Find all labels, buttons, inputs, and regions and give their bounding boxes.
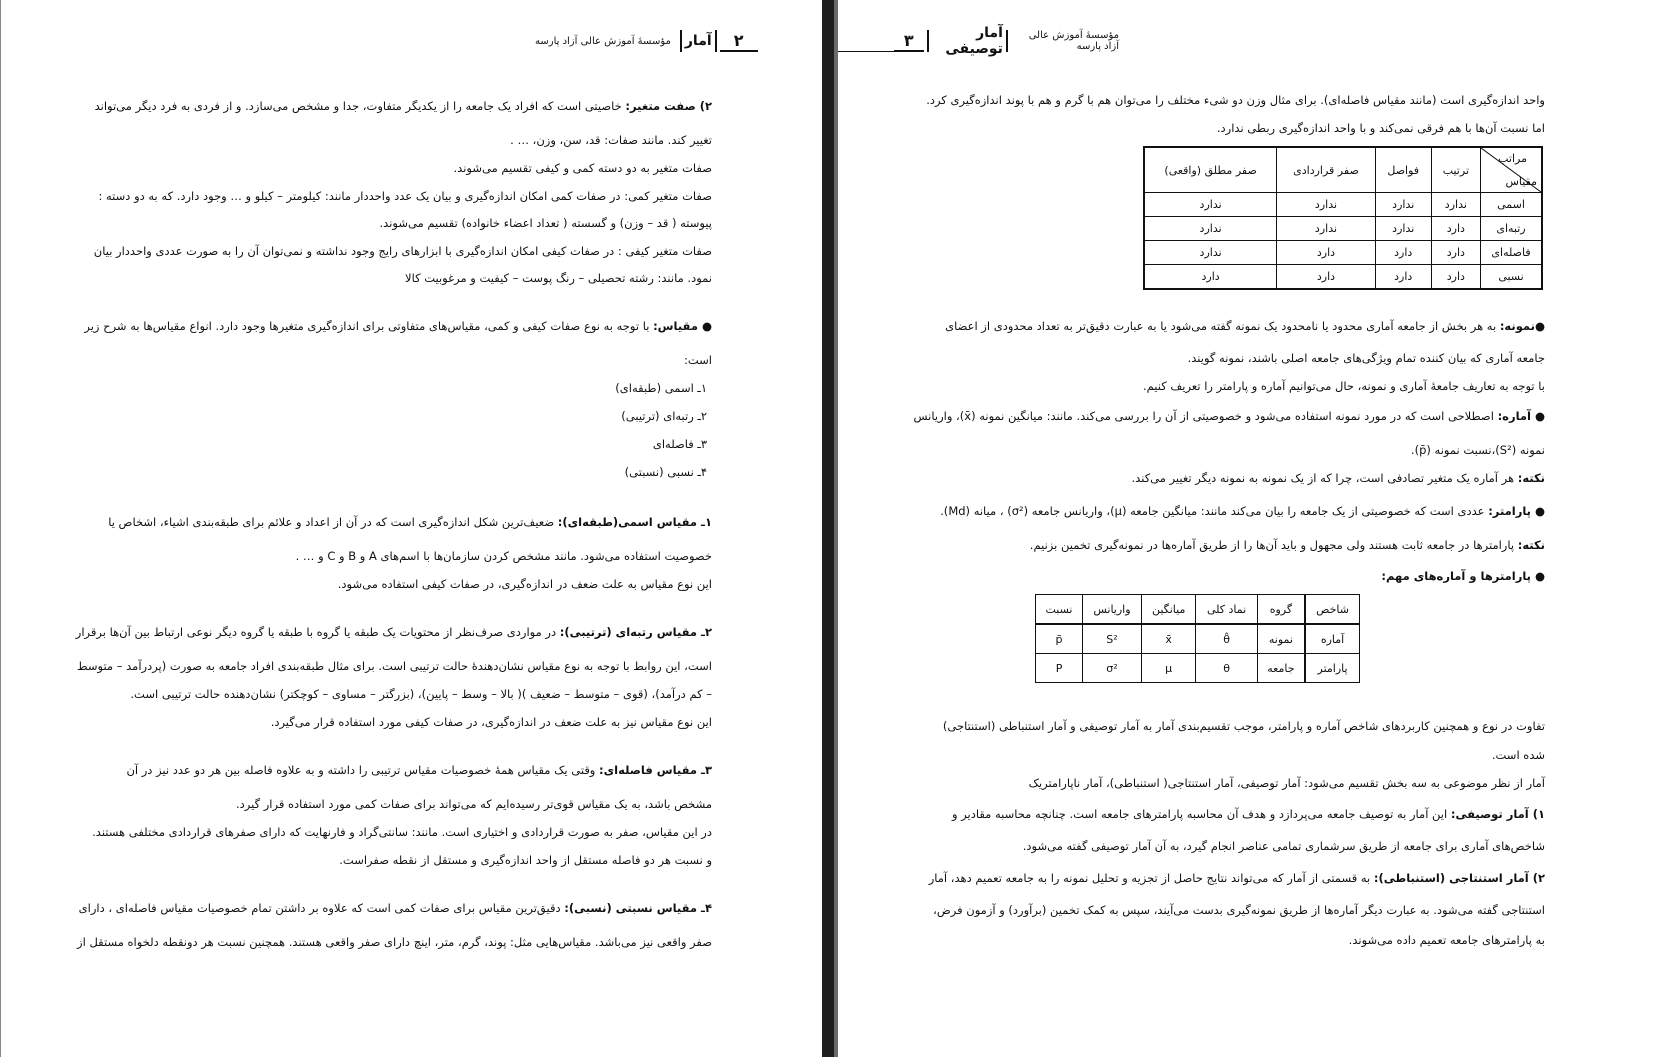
- paragraph-line: صفر واقعی نیز می‌باشد. مقیاس‌هایی مثل: پوند، گرم، متر، اینچ دارای صفر واقعی هستند. همچنین نسبت هر دونقطه دلخواه مستقل از: [77, 935, 712, 949]
- header-divider: [715, 30, 717, 52]
- paragraph-line: صفات متغیر کیفی : در صفات کیفی امکان اندازه‌گیری با ابزارهای رایج وجود نداشته و نمی‌توان آن را به صورت عددی واحددار بیان: [93, 244, 712, 258]
- section-heading: ۳ـ مقیاس فاصله‌ای:: [599, 763, 712, 777]
- scale-list-item: ۲ـ رتبه‌ای (ترتیبی): [621, 409, 707, 423]
- table-row: [1144, 265, 1542, 290]
- scale-list-item: ۱ـ اسمی (طبقه‌ای): [615, 381, 707, 395]
- corner-label-bottom: مقیاس: [1505, 175, 1537, 188]
- page-header: [838, 27, 1125, 55]
- corner-label-top: مراتب: [1498, 152, 1527, 165]
- note-label: نکته:: [1517, 471, 1545, 485]
- paragraph-line: [126, 762, 712, 778]
- table-cell: دارد: [1431, 217, 1480, 241]
- paragraph-line: به پارامترهای جامعه تعمیم داده می‌شوند.: [1348, 933, 1545, 947]
- table-cell: S²: [1083, 624, 1142, 654]
- column-header: میانگین: [1141, 595, 1195, 625]
- table-cell: ندارد: [1375, 193, 1431, 217]
- paragraph-text: پارامترها در جامعه ثابت هستند ولی مجهول و باید آن‌ها را از طریق آماره‌ها در نمونه‌گیری تخمین بزنیم.: [1029, 538, 1518, 552]
- right-page: [838, 0, 1655, 1057]
- section-heading: ● پارامترها و آماره‌های مهم:: [1381, 569, 1545, 583]
- column-header: صفر مطلق (واقعی): [1144, 147, 1277, 193]
- paragraph-line: [1030, 537, 1545, 553]
- header-institute: مؤسسهٔ آموزش عالی آزاد پارسه: [1028, 30, 1119, 52]
- paragraph-line: – کم درآمد)، (قوی – متوسط – ضعیف )( بالا – وسط – پایین)، (بزرگتر – مساوی – کوچکتر) نشان‌دهنده حالت ترتیبی است.: [130, 687, 712, 701]
- paragraph-line: [1132, 470, 1545, 486]
- row-header: آماره: [1305, 624, 1359, 654]
- scale-list-item: ۴ـ نسبی (نسبتی): [624, 465, 707, 479]
- table-row: [1144, 217, 1542, 241]
- section-heading: ۲) آمار استنتاجی (استنباطی):: [1373, 871, 1545, 885]
- table-cell: دارد: [1431, 241, 1480, 265]
- column-header: شاخص: [1305, 595, 1359, 625]
- section-heading: ۲) صفت متغیر:: [625, 99, 712, 113]
- paragraph-text: این آمار به توصیف جامعه می‌پردازد و هدف آن محاسبه پارامترهای جامعه است. چنانچه محاسبه مقادیر و: [951, 807, 1451, 821]
- paragraph-text: اصطلاحی است که در مورد نمونه استفاده می‌شود و خصوصیتی از آن را بررسی می‌کند. مانند: میانگین نمونه (x̄)، واریانس: [913, 409, 1498, 423]
- paragraph-line: نمود. مانند: رشته تحصیلی – رنگ پوست – کیفیت و مرغوبیت کالا: [405, 271, 712, 285]
- paragraph-text: با توجه به نوع صفات کیفی و کمی، مقیاس‌های متفاوتی برای اندازه‌گیری متغیرها وجود دارد. انواع مقیاس‌ها به شرح زیر: [84, 319, 654, 333]
- paragraph-line: [929, 870, 1545, 886]
- table-cell: ندارد: [1144, 241, 1277, 265]
- paragraph-line: است:: [684, 353, 712, 367]
- paragraph-line: اما نسبت آن‌ها با هم فرقی نمی‌کند و با واحد اندازه‌گیری ربطی ندارد.: [1216, 121, 1545, 135]
- paragraph-line: است، این روابط با توجه به نوع مقیاس نشان‌دهندهٔ حالت ترتیبی است. برای مثال طبقه‌بندی افراد جامعه به صورت (پردرآمد – متوسط: [76, 659, 712, 673]
- table-cell: دارد: [1375, 265, 1431, 290]
- paragraph-line: با توجه به تعاریف جامعهٔ آماری و نمونه، حال می‌توانیم آماره و پارامتر را تعریف کنیم.: [1142, 379, 1545, 393]
- paragraph-line: و نسبت هر دو فاصله مستقل از واحد اندازه‌گیری و مستقل از نقطه صفراست.: [339, 853, 712, 867]
- column-header: ترتیب: [1431, 147, 1480, 193]
- paragraph-text: به هر بخش از جامعه آماری محدود یا نامحدود یک نمونه گفته می‌شود یا به عبارت دقیق‌تر به تعداد محدودی از اعضای: [945, 319, 1500, 333]
- paragraph-line: پیوسته ( قد – وزن) و گسسته ( تعداد اعضاء خانواده) تقسیم می‌شوند.: [379, 216, 712, 230]
- paragraph-line: [76, 624, 712, 640]
- table-header-row: [1144, 147, 1542, 193]
- paragraph-text: خاصیتی است که افراد یک جامعه را از یکدیگر متفاوت، جدا و مشخص می‌سازد. و از فردی به فرد دیگر می‌تواند: [94, 99, 626, 113]
- table-corner-cell: [1481, 147, 1543, 193]
- header-divider: [927, 30, 929, 52]
- paragraph-line: [95, 98, 712, 114]
- paragraph-line: [945, 318, 1545, 334]
- table-cell: دارد: [1277, 265, 1376, 290]
- note-label: نکته:: [1517, 538, 1545, 552]
- table-cell: ندارد: [1144, 217, 1277, 241]
- row-header: رتبه‌ای: [1481, 217, 1543, 241]
- table-cell: دارد: [1277, 241, 1376, 265]
- scale-list-item: ۳ـ فاصله‌ای: [652, 437, 707, 451]
- section-heading: ۱ـ مقیاس اسمی(طبقه‌ای):: [557, 515, 712, 529]
- paragraph-line: شده است.: [1491, 748, 1545, 762]
- table-cell: θ: [1196, 654, 1257, 683]
- header-divider: [1006, 30, 1008, 52]
- column-header: نسبت: [1036, 595, 1083, 625]
- table-cell: جامعه: [1257, 654, 1305, 683]
- column-header: گروه: [1257, 595, 1305, 625]
- paragraph-line: شاخص‌های آماری برای جامعه از طریق سرشماری تمامی عناصر انجام گیرد، به آن آمار توصیفی گفته می‌شود.: [1022, 839, 1545, 853]
- column-header: نماد کلی: [1196, 595, 1257, 625]
- column-header: واریانس: [1083, 595, 1142, 625]
- paragraph-line: این نوع مقیاس به علت ضعف در اندازه‌گیری، در صفات کیفی استفاده می‌شود.: [337, 577, 712, 591]
- table-cell: ندارد: [1277, 193, 1376, 217]
- header-title: آمار توصیفی: [945, 25, 1003, 57]
- table-row: [1036, 654, 1360, 683]
- table-cell: ندارد: [1144, 193, 1277, 217]
- left-page: [0, 0, 822, 1057]
- paragraph-line: استنتاجی گفته می‌شود. به عبارت دیگر آماره‌ها از طریق نمونه‌گیری بدست می‌آیند، سپس به کمک تخمین (برآورد) و آزمون فرض،: [933, 903, 1545, 917]
- paragraph-line: نمونه (S²)،نسبت نمونه (p̄).: [1410, 443, 1545, 457]
- table-cell: دارد: [1144, 265, 1277, 290]
- paragraph-line: [108, 514, 712, 530]
- header-title: آمار: [684, 33, 712, 49]
- table-cell: x̄: [1141, 624, 1195, 654]
- table-cell: σ²: [1083, 654, 1142, 683]
- paragraph-line: [84, 318, 712, 334]
- header-rule: [838, 31, 894, 52]
- column-header: فواصل: [1375, 147, 1431, 193]
- row-header: اسمی: [1481, 193, 1543, 217]
- paragraph-text: به قسمتی از آمار که می‌تواند نتایج حاصل از تجزیه و تحلیل نمونه را به جامعه تعمیم دهد، آمار: [928, 871, 1374, 885]
- table-row: [1036, 624, 1360, 654]
- table-cell: ندارد: [1431, 193, 1480, 217]
- table-cell: دارد: [1431, 265, 1480, 290]
- header-divider: [680, 30, 682, 52]
- paragraph-line: مشخص باشد، به یک مقیاس قوی‌تر رسیده‌ایم که می‌تواند برای صفات کمی مورد استفاده قرار گیرد.: [236, 797, 712, 811]
- paragraph-line: [952, 806, 1545, 822]
- paragraph-line: در این مقیاس، صفر به صورت قراردادی و اختیاری است. مانند: سانتی‌گراد و فارنهایت که دارای صفرهای قراردادی مختلفی هستند.: [92, 825, 712, 839]
- scales-table: [1143, 146, 1543, 290]
- table-cell: نمونه: [1257, 624, 1305, 654]
- paragraph-text: عددی است که خصوصیتی از یک جامعه را بیان می‌کند مانند: میانگین جامعه (μ)، واریانس جامعه (σ²) ، میانه (Md).: [940, 504, 1489, 518]
- header-institute: مؤسسهٔ آموزش عالی آزاد پارسه: [535, 35, 671, 47]
- section-heading: ۲ـ مقیاس رتبه‌ای (ترتیبی):: [559, 625, 712, 639]
- paragraph-text: در مواردی صرف‌نظر از محتویات یک طبقه یا گروه با طبقه یا گروه دیگر نوعی ارتباط بین آن‌ها برقرار: [75, 625, 560, 639]
- paragraph-line: [914, 408, 1545, 424]
- page-number: ۲: [720, 31, 758, 52]
- paragraph-line: جامعه آماری که بیان کننده تمام ویژگی‌های جامعه اصلی باشند، نمونه گویند.: [1187, 351, 1545, 365]
- paragraph-line: [79, 900, 712, 916]
- table-cell: ندارد: [1375, 217, 1431, 241]
- table-cell: θ̂: [1196, 624, 1257, 654]
- paragraph-text: ضعیف‌ترین شکل اندازه‌گیری است که در آن از اعداد و علائم برای طبقه‌بندی اشیاء، اشخاص یا: [108, 515, 558, 529]
- table-cell: p̄: [1036, 624, 1083, 654]
- row-header: پارامتر: [1305, 654, 1359, 683]
- paragraph-line: آمار از نظر موضوعی به سه بخش تقسیم می‌شود: آمار توصیفی، آمار استنتاجی( استنباطی)، آمار ناپارامتریک: [1028, 776, 1545, 790]
- section-heading: ۴ـ مقیاس نسبتی (نسبی):: [564, 901, 712, 915]
- section-heading: ● آماره:: [1497, 409, 1545, 423]
- page-gutter: [822, 0, 834, 1057]
- paragraph-line: خصوصیت استفاده می‌شود. مانند مشخص کردن سازمان‌ها با اسم‌های A و B و C و … .: [295, 549, 712, 563]
- row-header: فاصله‌ای: [1481, 241, 1543, 265]
- table-row: [1144, 193, 1542, 217]
- table-header-row: [1036, 595, 1360, 625]
- paragraph-text: دقیق‌ترین مقیاس برای صفات کمی است که علاوه بر داشتن تمام خصوصیات مقیاس فاصله‌ای ، دارای: [78, 901, 565, 915]
- params-table: [1035, 594, 1360, 683]
- page-number: ۳: [894, 31, 924, 52]
- paragraph-line: صفات متغیر کمی: در صفات کمی امکان اندازه‌گیری و بیان یک عدد واحددار مانند: کیلومتر – کیلو و … وجود دارد. که به دو دسته :: [98, 189, 712, 203]
- paragraph-line: واحد اندازه‌گیری است (مانند مقیاس فاصله‌ای). برای مثال وزن دو شیء مختلف را می‌توان هم با گرم و هم با پوند اندازه‌گیری کرد.: [926, 93, 1545, 107]
- paragraph-line: این نوع مقیاس نیز به علت ضعف در اندازه‌گیری، در صفات کیفی مورد استفاده قرار می‌گیرد.: [270, 715, 712, 729]
- table-cell: دارد: [1375, 241, 1431, 265]
- page-header: [535, 27, 758, 55]
- paragraph-line: صفات متغیر به دو دسته کمی و کیفی تقسیم می‌شوند.: [453, 161, 712, 175]
- row-header: نسبی: [1481, 265, 1543, 290]
- section-heading: ● پارامتر:: [1488, 504, 1545, 518]
- paragraph-line: تغییر کند. مانند صفات: قد، سن، وزن، … .: [510, 133, 712, 147]
- table-row: [1144, 241, 1542, 265]
- paragraph-text: هر آماره یک متغیر تصادفی است، چرا که از یک نمونه به نمونه دیگر تغییر می‌کند.: [1131, 471, 1518, 485]
- column-header: صفر قراردادی: [1277, 147, 1376, 193]
- section-heading: ● مقیاس:: [653, 319, 712, 333]
- paragraph-line: تفاوت در نوع و همچنین کاربردهای شاخص آماره و پارامتر، موجب تقسیم‌بندی آمار به آمار توصیفی و آمار استنباطی (استنتاجی): [942, 719, 1545, 733]
- table-cell: ندارد: [1277, 217, 1376, 241]
- paragraph-text: وقتی یک مقیاس همهٔ خصوصیات مقیاس ترتیبی را داشته و به علاوه فاصله بین هر دو عدد نیز در آن: [126, 763, 600, 777]
- table-cell: P: [1036, 654, 1083, 683]
- paragraph-line: [1381, 568, 1545, 584]
- section-heading: ۱) آمار توصیفی:: [1450, 807, 1545, 821]
- paragraph-line: [940, 503, 1545, 519]
- table-cell: μ: [1141, 654, 1195, 683]
- section-heading: ●نمونه:: [1499, 319, 1545, 333]
